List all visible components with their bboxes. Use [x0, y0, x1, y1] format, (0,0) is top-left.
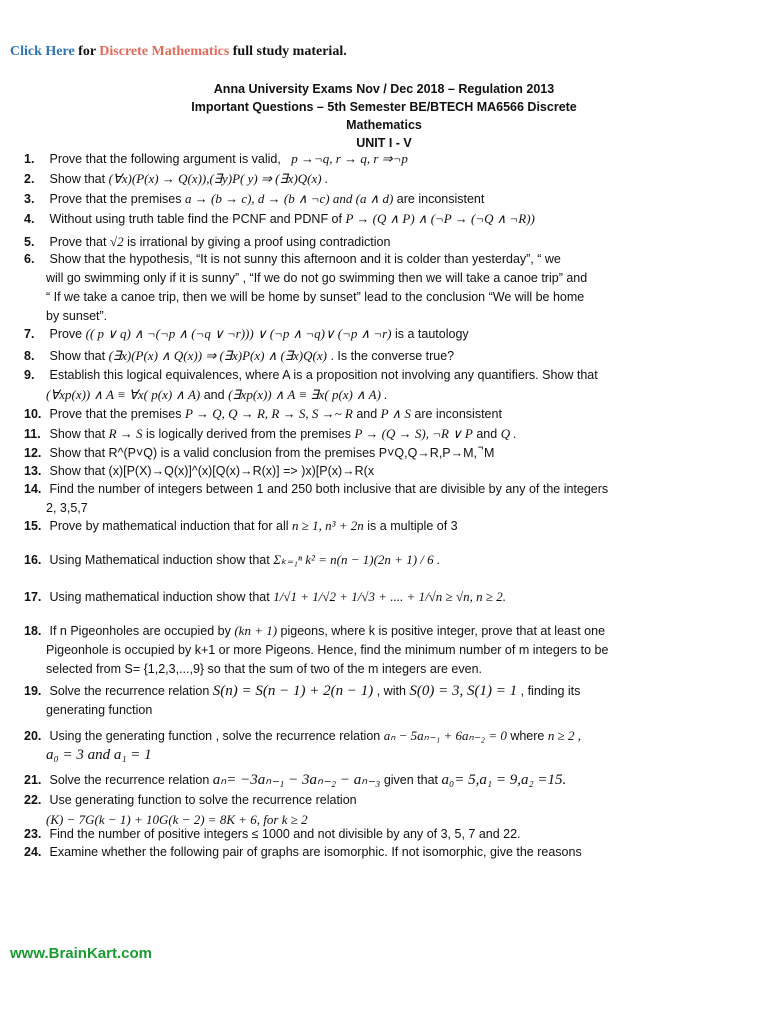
question-math-2: P ∧ S	[380, 406, 411, 421]
banner-rest-text: full study material.	[229, 44, 347, 59]
question-number: 19.	[24, 684, 42, 698]
question-math-3: Q .	[500, 426, 517, 441]
question-number: 8.	[24, 349, 35, 363]
question-number: 9.	[24, 368, 35, 382]
banner-for-text: for	[74, 44, 100, 59]
question-continuation	[24, 746, 740, 765]
question-text: Show that R^(P˅Q) is a valid conclusion from the premises P˅Q,Q→R,P→M, ̚ M	[49, 446, 495, 460]
question-text: Find the number of integers between 1 and 250 both inclusive that are divisible by any of the integers	[49, 482, 609, 496]
question-math: aₙ − 5aₙ₋₁ + 6aₙ₋₂ = 0	[383, 728, 507, 743]
website-footer-link[interactable]: www.BrainKart.com	[10, 945, 152, 962]
question-number: 5.	[24, 235, 35, 249]
question-math: p →¬q, r → q, r ⇒¬p	[291, 151, 408, 166]
study-material-banner	[10, 44, 347, 60]
question-math-2: a₀= 5,a₁ = 9,a₂ =15.	[441, 772, 567, 788]
question-text-after: and	[356, 407, 378, 421]
question-11	[24, 424, 740, 444]
question-text: Prove	[49, 327, 83, 341]
question-text: Without using truth table find the PCNF and PDNF of	[49, 212, 342, 226]
question-continuation: generating function	[46, 703, 153, 717]
question-math-2: n ≥ 2 ,	[547, 728, 581, 743]
question-continuation: Pigeonhole is occupied by k+1 or more Pigeons. Hence, find the minimum number of m integers to be	[46, 643, 609, 657]
question-text-after: given that	[383, 773, 439, 787]
question-text: Find the number of positive integers ≤ 1000 and not divisible by any of 3, 5, 7 and 22.	[49, 827, 521, 841]
subject-link[interactable]: Discrete Mathematics	[99, 44, 230, 59]
question-12	[24, 444, 740, 463]
question-number: 13.	[24, 464, 42, 478]
question-continuation: 2, 3,5,7	[46, 501, 88, 515]
question-23	[24, 825, 740, 844]
question-13	[24, 462, 740, 481]
question-continuation: by sunset”.	[46, 309, 108, 323]
question-1	[24, 149, 740, 169]
heading-line-course: Important Questions – 5th Semester BE/BTECH MA6566 Discrete	[191, 100, 577, 114]
question-math: (∀x)(P(x) → Q(x)),(∃y)P( y) ⇒ (∃x)Q(x) .	[108, 171, 329, 186]
heading-line-subject: Mathematics	[346, 118, 422, 132]
question-number: 7.	[24, 327, 35, 341]
question-number: 3.	[24, 192, 35, 206]
question-math: a → (b → c), d → (b ∧ ¬c) and (a ∧ d)	[184, 191, 394, 206]
question-number: 18.	[24, 624, 42, 638]
question-7	[24, 324, 740, 344]
question-number: 22.	[24, 793, 42, 807]
question-19	[24, 682, 740, 720]
question-9	[24, 366, 740, 405]
question-continuation	[24, 385, 740, 405]
click-here-link[interactable]: Click Here	[10, 44, 75, 59]
question-math: Σₖ₌₁ⁿ k² = n(n − 1)(2n + 1) / 6 .	[273, 552, 441, 567]
question-text: Show that	[49, 172, 106, 186]
question-text-after-2: are inconsistent	[414, 407, 502, 421]
question-text-after: is irrational by giving a proof using contradiction	[127, 235, 391, 249]
question-math: 1/√1 + 1/√2 + 1/√3 + .... + 1/√n ≥ √n, n ≥ 2.	[273, 589, 506, 604]
question-16	[24, 550, 740, 570]
question-text: Show that the hypothesis, “It is not sunny this afternoon and it is colder than yesterday”, “ we	[49, 252, 561, 266]
question-17	[24, 587, 740, 607]
question-24	[24, 843, 740, 862]
question-number: 12.	[24, 446, 42, 460]
question-15	[24, 516, 740, 536]
question-text-mid: and	[203, 388, 225, 402]
heading-line-unit: UNIT I - V	[356, 136, 412, 150]
question-number: 1.	[24, 152, 35, 166]
question-18	[24, 621, 740, 679]
question-text-after: is logically derived from the premises	[146, 427, 351, 441]
question-text-after: , with	[376, 684, 406, 698]
question-math-3: a₀ = 3 and a₁ = 1	[46, 747, 152, 763]
question-text: Examine whether the following pair of graphs are isomorphic. If not isomorphic, give the reasons	[49, 845, 582, 859]
question-number: 2.	[24, 172, 35, 186]
question-text: Show that	[49, 427, 106, 441]
question-text-after: . Is the converse true?	[330, 349, 455, 363]
question-number: 10.	[24, 407, 42, 421]
question-text-after-2: , finding its	[520, 684, 581, 698]
question-text: Prove that	[49, 235, 107, 249]
question-math-2: S(0) = 3, S(1) = 1	[409, 683, 518, 699]
question-math: R → S	[108, 426, 143, 441]
question-text: Solve the recurrence relation	[49, 684, 210, 698]
question-math: aₙ= −3aₙ₋₁ − 3aₙ₋₂ − aₙ₋₃	[212, 772, 381, 788]
question-text: Solve the recurrence relation	[49, 773, 210, 787]
question-text-after: are inconsistent	[396, 192, 485, 206]
question-text: Prove that the premises	[49, 407, 182, 421]
question-text: Show that (x)[P(X)→Q(x)]^(x)[Q(x)→R(x)] => )x)[P(x)→R(x	[49, 464, 375, 478]
question-text: Using Mathematical induction show that	[49, 553, 270, 567]
question-number: 15.	[24, 519, 42, 533]
question-number: 20.	[24, 729, 42, 743]
question-math: (( p ∨ q) ∧ ¬(¬p ∧ (¬q ∨ ¬r))) ∨ (¬p ∧ ¬q)∨ (¬p ∧ ¬r)	[85, 326, 392, 341]
question-6	[24, 250, 740, 326]
question-math: P → Q, Q → R, R → S, S →~ R	[184, 406, 353, 421]
question-text-after: pigeons, where k is positive integer, prove that at least one	[280, 624, 606, 638]
question-number: 21.	[24, 773, 42, 787]
question-text-after: where	[510, 729, 545, 743]
question-3	[24, 189, 740, 209]
question-5	[24, 232, 740, 252]
exam-heading	[0, 80, 768, 152]
question-math: (∀xp(x)) ∧ A ≡ ∀x( p(x) ∧ A)	[46, 387, 201, 402]
question-20	[24, 726, 740, 765]
question-math: √2	[109, 234, 124, 249]
question-text: Prove that the following argument is valid,	[49, 152, 281, 166]
question-number: 6.	[24, 252, 35, 266]
heading-line-exam: Anna University Exams Nov / Dec 2018 – Regulation 2013	[213, 82, 555, 96]
question-8	[24, 346, 740, 366]
question-10	[24, 404, 740, 424]
question-text: Use generating function to solve the recurrence relation	[49, 793, 357, 807]
question-text: Using mathematical induction show that	[49, 590, 270, 604]
question-math-2: P → (Q → S), ¬R ∨ P	[354, 426, 473, 441]
question-21	[24, 771, 740, 790]
question-text-after-2: and	[476, 427, 498, 441]
question-math: (∃x)(P(x) ∧ Q(x)) ⇒ (∃x)P(x) ∧ (∃x)Q(x)	[108, 348, 327, 363]
question-2	[24, 169, 740, 189]
question-number: 11.	[24, 427, 41, 441]
question-number: 24.	[24, 845, 42, 859]
question-number: 4.	[24, 212, 35, 226]
question-text: Using the generating function , solve the recurrence relation	[49, 729, 381, 743]
question-text-after: is a multiple of 3	[367, 519, 458, 533]
question-math: (kn + 1)	[234, 623, 278, 638]
question-math: n ≥ 1, n³ + 2n	[291, 518, 364, 533]
question-4	[24, 209, 740, 229]
question-text: Show that	[49, 349, 106, 363]
question-text: Prove that the premises	[49, 192, 182, 206]
question-math: (K) − 7G(k − 1) + 10G(k − 2) = 8K + 6, for k ≥ 2	[46, 812, 308, 827]
question-number: 16.	[24, 553, 42, 567]
question-number: 14.	[24, 482, 42, 496]
question-continuation: will go swimming only if it is sunny” , “If we do not go swimming then we will take a canoe trip” and	[46, 271, 588, 285]
question-continuation: selected from S= {1,2,3,...,9} so that the sum of two of the m integers are even.	[46, 662, 483, 676]
question-text-after: is a tautology	[394, 327, 469, 341]
question-math-2: (∃xp(x)) ∧ A ≡ ∃x( p(x) ∧ A) .	[228, 387, 388, 402]
question-14	[24, 480, 740, 518]
question-number: 17.	[24, 590, 42, 604]
question-math: P → (Q ∧ P) ∧ (¬P → (¬Q ∧ ¬R))	[345, 211, 535, 226]
question-continuation: “ If we take a canoe trip, then we will be home by sunset” lead to the conclusion “We will be home	[46, 290, 585, 304]
question-text: If n Pigeonholes are occupied by	[49, 624, 231, 638]
question-text: Establish this logical equivalences, where A is a proposition not involving any quantifiers. Show that	[49, 368, 598, 382]
question-text: Prove by mathematical induction that for all	[49, 519, 289, 533]
question-number: 23.	[24, 827, 42, 841]
question-math: S(n) = S(n − 1) + 2(n − 1)	[212, 683, 374, 699]
